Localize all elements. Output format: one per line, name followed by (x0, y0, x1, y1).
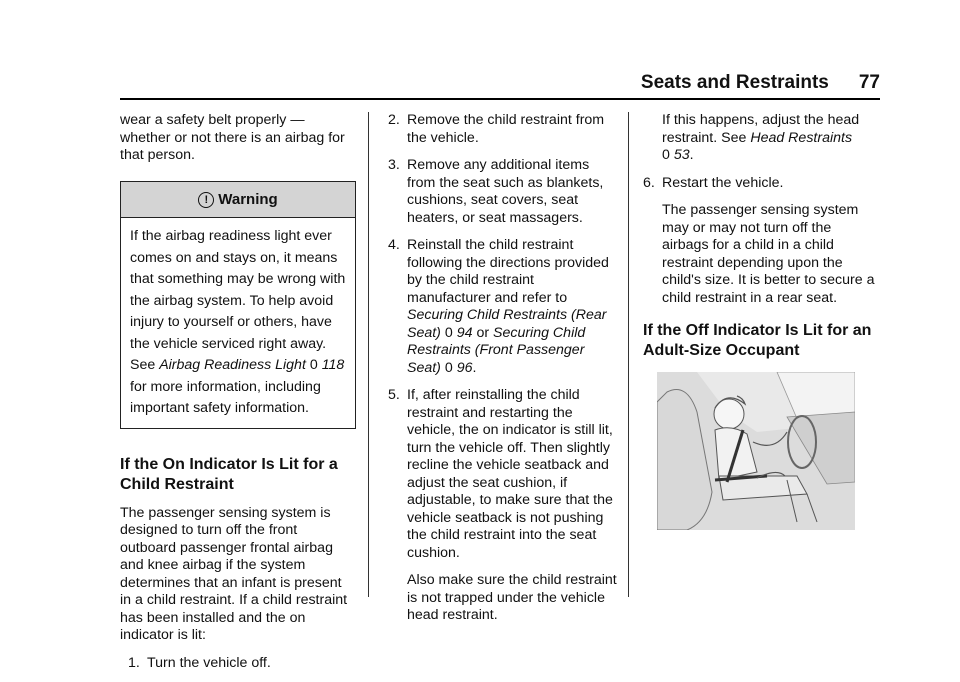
step-number: 1. (128, 654, 140, 671)
warning-link[interactable]: Airbag Readiness Light (159, 357, 306, 373)
warning-text: If the airbag readiness light ever comes on and stays on, it means that something may be wrong with the airbag system. To help avoid injury to yourself or others, have the vehicle serviced right away. See (130, 228, 346, 373)
section-heading-off-indicator: If the Off Indicator Is Lit for an Adult-Size Occupant (643, 322, 872, 359)
ref-icon: 0 (444, 359, 453, 376)
adult-occupant-illustration (657, 372, 855, 530)
continued-paragraph (643, 112, 881, 165)
step-number: 6. (643, 174, 655, 191)
column-1 (120, 112, 356, 682)
step-number: 3. (388, 157, 400, 173)
section-heading-on-indicator: If the On Indicator Is Lit for a Child Restraint (120, 455, 338, 493)
page-ref-96[interactable]: 96 (456, 359, 473, 376)
step-5-extra: Also make sure the child restraint is not trapped under the vehicle head restraint. (407, 572, 617, 623)
period: . (689, 147, 694, 163)
step-number: 5. (388, 387, 400, 403)
link-rear-seat[interactable]: Securing Child Restraints (Rear Seat) (407, 307, 607, 341)
body-paragraph: The passenger sensing system is designed to turn off the front outboard passenger frontal airbag and knee airbag if the system determines that an infant is present in a child restraint. If a child restraint has been installed and the on indicator is lit: (120, 504, 348, 643)
page-header (641, 72, 880, 94)
step-2 (388, 112, 618, 147)
warning-icon: ! (198, 192, 214, 208)
step-6 (643, 175, 881, 193)
link-head-restraints[interactable]: Head Restraints (750, 129, 853, 146)
step-1 (128, 655, 356, 673)
step-text: Remove any additional items from the seat such as blankets, cushions, seat covers, seat heaters, or seat massagers. (407, 157, 604, 226)
warning-page-ref[interactable]: 118 (321, 357, 345, 373)
column-divider (368, 112, 369, 597)
section-title: Seats and Restraints (640, 72, 829, 93)
period: . (472, 359, 477, 376)
step-3 (388, 157, 618, 227)
header-rule (120, 98, 880, 100)
column-3 (643, 112, 881, 371)
page-ref-53[interactable]: 53 (673, 147, 690, 163)
warning-text-end: for more information, including important safety information. (130, 378, 321, 416)
or-text: or (472, 324, 493, 341)
step-6-extra: The passenger sensing system may or may not turn off the airbags for a child in a child restraint depending upon the child's size. It is better to secure a child restraint in a rear seat. (662, 202, 875, 306)
step-number: 2. (388, 112, 400, 128)
ref-icon: 0 (444, 324, 453, 341)
step-text: If, after reinstalling the child restraint and restarting the vehicle, the on indicator is still lit, turn the vehicle off. Then slightly recline the vehicle seatback and adjust the seat cushion, if adjustable, to make sure that the vehicle seatback is not pushing the child restraint into the seat cushion. (407, 387, 613, 561)
step-text: Remove the child restraint from the vehicle. (407, 112, 605, 146)
step-5 (388, 387, 618, 562)
warning-header (121, 182, 355, 219)
ref-icon: 0 (662, 147, 670, 163)
intro-paragraph: wear a safety belt properly — whether or not there is an airbag for that person. (120, 112, 345, 163)
page-number: 77 (858, 72, 880, 93)
link-front-seat[interactable]: Securing Child Restraints (Front Passenger Seat) (407, 324, 586, 376)
page-ref-94[interactable]: 94 (456, 324, 473, 341)
column-divider (628, 112, 629, 597)
step-text: Restart the vehicle. (662, 174, 784, 191)
step-number: 4. (388, 237, 400, 253)
warning-box (120, 181, 356, 429)
step-4 (388, 237, 618, 377)
column-2 (388, 112, 618, 635)
step-text: Reinstall the child restraint following the directions provided by the child restraint manufacturer and refer to (407, 237, 609, 306)
step-text: Turn the vehicle off. (147, 654, 271, 671)
warning-body (121, 218, 355, 428)
ref-icon: 0 (309, 357, 318, 373)
continued-text: If this happens, adjust the head restraint. See (662, 112, 860, 146)
warning-title: Warning (218, 190, 278, 208)
